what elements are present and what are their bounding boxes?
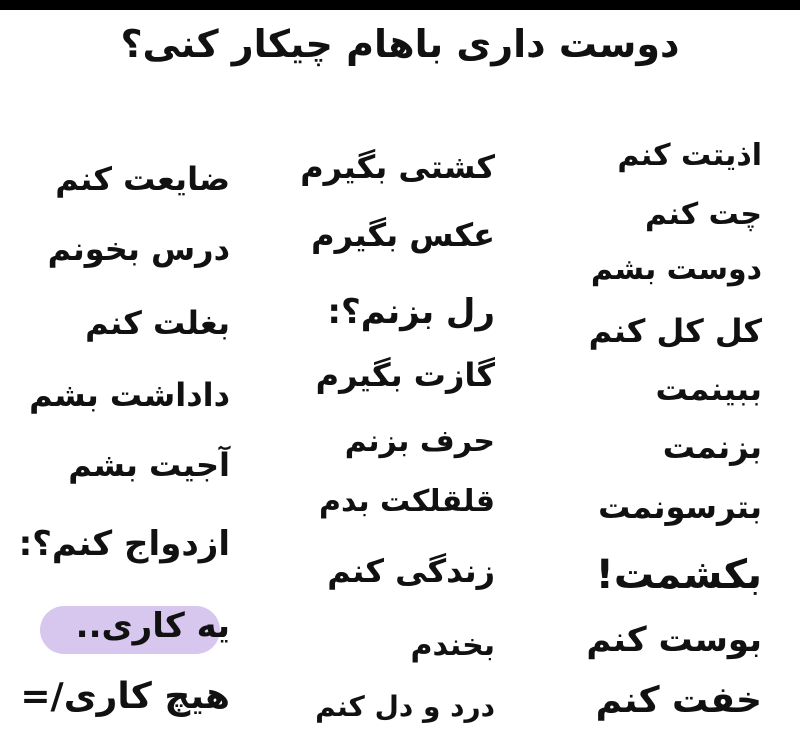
list-item: بزنمت bbox=[662, 428, 762, 466]
page-title: دوست داری باهام چیکار کنی؟ bbox=[120, 22, 680, 66]
list-item: چت کنم bbox=[644, 197, 762, 232]
list-item: ببینمت bbox=[655, 370, 762, 408]
list-item: درس بخونم bbox=[47, 230, 230, 268]
list-item: بترسونمت bbox=[598, 488, 762, 526]
top-border bbox=[0, 0, 800, 10]
list-item: گازت بگیرم bbox=[315, 356, 495, 394]
list-item: عکس بگیرم bbox=[311, 216, 495, 254]
list-item: آجیت بشم bbox=[68, 446, 230, 484]
list-item: خفت کنم bbox=[595, 680, 762, 721]
list-item: رل بزنم؟: bbox=[327, 292, 495, 332]
list-item: زندگی کنم bbox=[327, 552, 495, 590]
list-item: بوست کنم bbox=[586, 620, 762, 660]
list-item: کل کل کنم bbox=[588, 312, 762, 350]
list-item: حرف بزنم bbox=[344, 424, 495, 459]
list-item: بغلت کنم bbox=[85, 304, 230, 342]
list-item: بخندم bbox=[410, 628, 495, 663]
list-item: یه کاری.. bbox=[75, 606, 230, 646]
list-item: درد و دل کنم bbox=[315, 690, 495, 723]
list-item: قلقلکت بدم bbox=[319, 484, 495, 519]
list-item: دوست بشم bbox=[590, 252, 762, 287]
list-item: اذیتت کنم bbox=[617, 138, 762, 173]
list-item: بکشمت! bbox=[595, 552, 762, 598]
list-item: کشتی بگیرم bbox=[300, 148, 495, 186]
list-item: هیچ کاری/= bbox=[20, 676, 230, 717]
list-item: ضایعت کنم bbox=[55, 160, 230, 198]
list-item: ازدواج کنم؟: bbox=[18, 524, 230, 564]
list-item: داداشت بشم bbox=[29, 376, 230, 414]
